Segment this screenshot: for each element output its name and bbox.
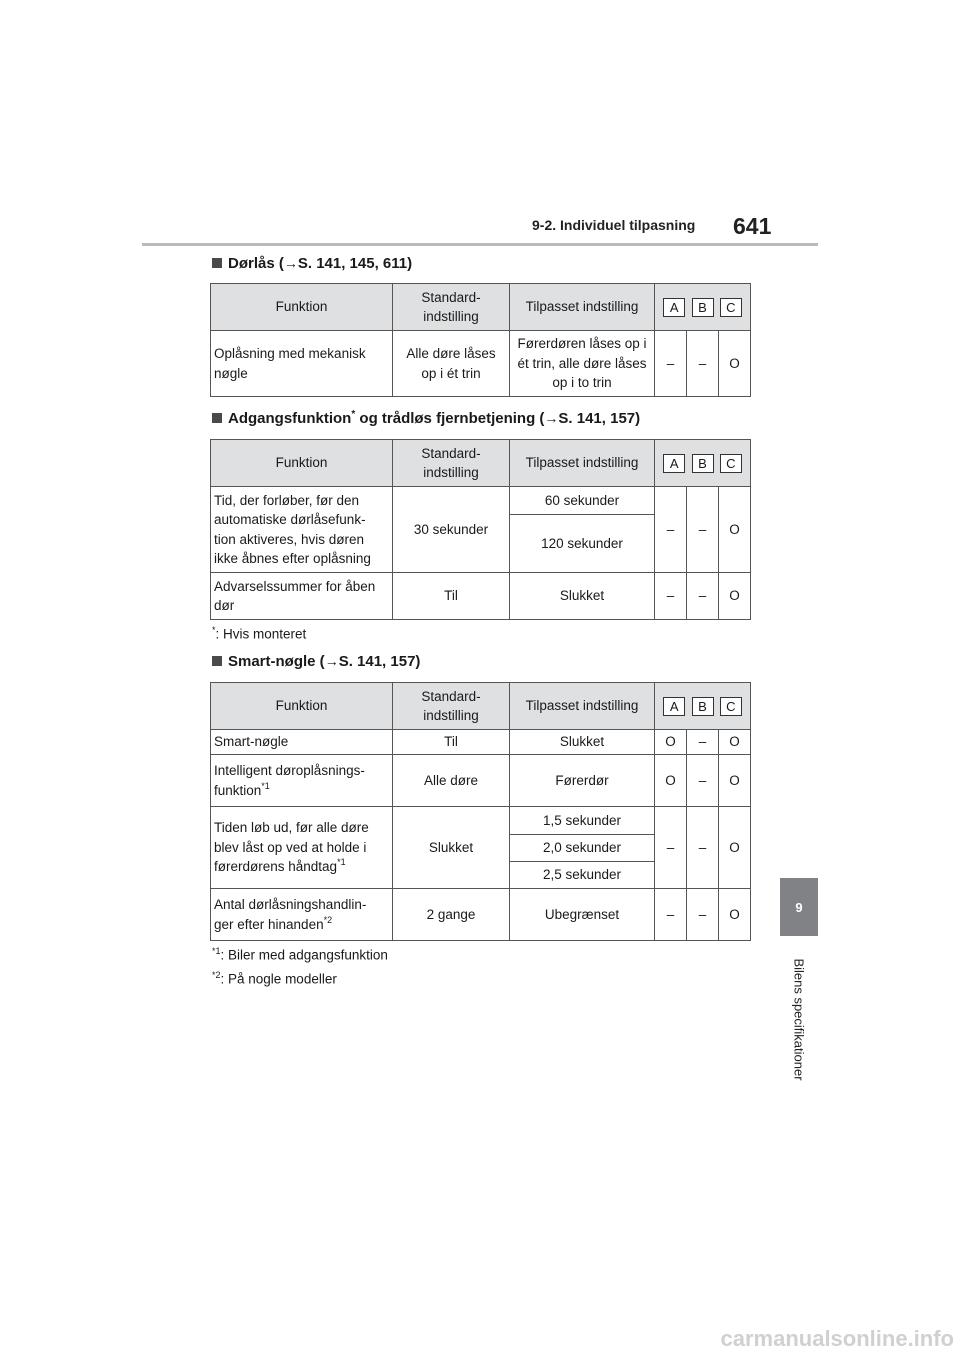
cell-custom: 1,5 sekunder [510,807,655,835]
table-row [211,889,751,941]
cell-custom: 2,5 sekunder [510,862,655,889]
letter-b-icon: B [692,697,714,716]
cell-default: Alle døre låses op i ét trin [393,331,510,397]
bullet-square-icon [212,656,222,666]
footnote-if-equipped: *: Hvis monteret [212,625,307,642]
cell-custom: 60 sekunder [510,487,655,515]
chapter-tab[interactable] [780,878,818,936]
page-reference-link[interactable]: S. 141, 157) [558,410,641,427]
table-row [211,573,751,620]
bullet-square-icon [212,413,222,423]
col-header-default: Standard- indstilling [393,440,510,487]
letter-b-icon: B [692,454,714,473]
cell-default: Slukket [393,807,510,889]
cell-function: Tiden løb ud, før alle døre blev låst op ved at holde i førerdørens håndtag$^{*1}$ [211,807,393,889]
cell-b: – [687,487,719,573]
cell-default: 30 sekunder [393,487,510,573]
cell-default: Alle døre [393,755,510,807]
cell-custom: Førerdør [510,755,655,807]
header-divider [142,243,818,246]
cell-default: 2 gange [393,889,510,941]
cell-c: O [719,487,751,573]
letter-c-icon: C [720,298,742,317]
heading-door-lock: Dørlås (→S. 141, 145, 611) [212,255,412,272]
cell-a: – [655,889,687,941]
cell-custom: 2,0 sekunder [510,835,655,862]
col-header-default: Standard- indstilling [393,284,510,331]
cell-b: – [687,807,719,889]
chapter-number: 9 [795,899,803,915]
section-title: 9-2. Individuel tilpasning [532,217,696,233]
cell-a: O [655,755,687,807]
col-header-abc [655,683,751,730]
arrow-right-icon: → [283,255,298,271]
table-row [211,807,751,835]
letter-a-icon: A [663,298,685,317]
table-row [211,755,751,807]
cell-function: Oplåsning med mekanisk nøgle [211,331,393,397]
col-header-custom: Tilpasset indstilling [510,284,655,331]
cell-a: – [655,487,687,573]
bullet-square-icon [212,258,222,268]
cell-a: – [655,573,687,620]
col-header-function: Funktion [211,440,393,487]
arrow-right-icon: → [544,410,559,426]
door-lock-table [210,283,751,397]
page-reference-link[interactable]: S. 141, 157) [338,653,421,670]
cell-custom: Slukket [510,573,655,620]
cell-b: – [687,755,719,807]
arrow-right-icon: → [324,653,339,669]
table-row [211,487,751,515]
letter-b-icon: B [692,298,714,317]
cell-custom: 120 sekunder [510,515,655,573]
cell-custom: Slukket [510,730,655,755]
footnote-some-models: $^{*2}$: På nogle modeller [212,970,337,987]
cell-function: Smart-nøgle [211,730,393,755]
letter-c-icon: C [720,454,742,473]
cell-c: O [719,730,751,755]
table-row [211,331,751,397]
cell-custom: Ubegrænset [510,889,655,941]
chapter-label: Bilens specifikationer [791,957,807,1081]
cell-c: O [719,573,751,620]
col-header-custom: Tilpasset indstilling [510,683,655,730]
cell-default: Til [393,573,510,620]
entry-function-table [210,439,751,620]
smart-key-table [210,682,751,941]
cell-a: – [655,807,687,889]
cell-custom: Førerdøren låses op i ét trin, alle døre låses op i to trin [510,331,655,397]
col-header-default: Standard- indstilling [393,683,510,730]
letter-a-icon: A [663,697,685,716]
cell-function: Tid, der forløber, før den automatiske dørlåsefunk- tion aktiveres, hvis døren ikke åbnes efter oplåsning [211,487,393,573]
page-reference-link[interactable]: S. 141, 145, 611) [297,255,413,272]
cell-b: – [687,889,719,941]
cell-default: Til [393,730,510,755]
cell-c: O [719,331,751,397]
col-header-function: Funktion [211,284,393,331]
heading-entry-function: Adgangsfunktion* og trådløs fjernbetjening (→S. 141, 157) [212,409,640,427]
cell-function: Advarselssummer for åben dør [211,573,393,620]
cell-b: – [687,573,719,620]
heading-smart-key: Smart-nøgle (→S. 141, 157) [212,653,420,670]
col-header-abc [655,284,751,331]
footnote-entry-vehicles: $^{*1}$: Biler med adgangsfunktion [212,946,388,963]
cell-a: O [655,730,687,755]
page-number: 641 [733,213,772,239]
cell-b: – [687,730,719,755]
cell-c: O [719,889,751,941]
cell-function: Antal dørlåsningshandlin- ger efter hinanden$^{*2}$ [211,889,393,941]
col-header-function: Funktion [211,683,393,730]
letter-a-icon: A [663,454,685,473]
table-row [211,730,751,755]
cell-a: – [655,331,687,397]
cell-b: – [687,331,719,397]
watermark: carmanualsonline.info [720,1326,954,1351]
col-header-abc [655,440,751,487]
col-header-custom: Tilpasset indstilling [510,440,655,487]
cell-c: O [719,807,751,889]
cell-c: O [719,755,751,807]
letter-c-icon: C [720,697,742,716]
cell-function: Intelligent døroplåsnings- funktion$^{*1}$ [211,755,393,807]
